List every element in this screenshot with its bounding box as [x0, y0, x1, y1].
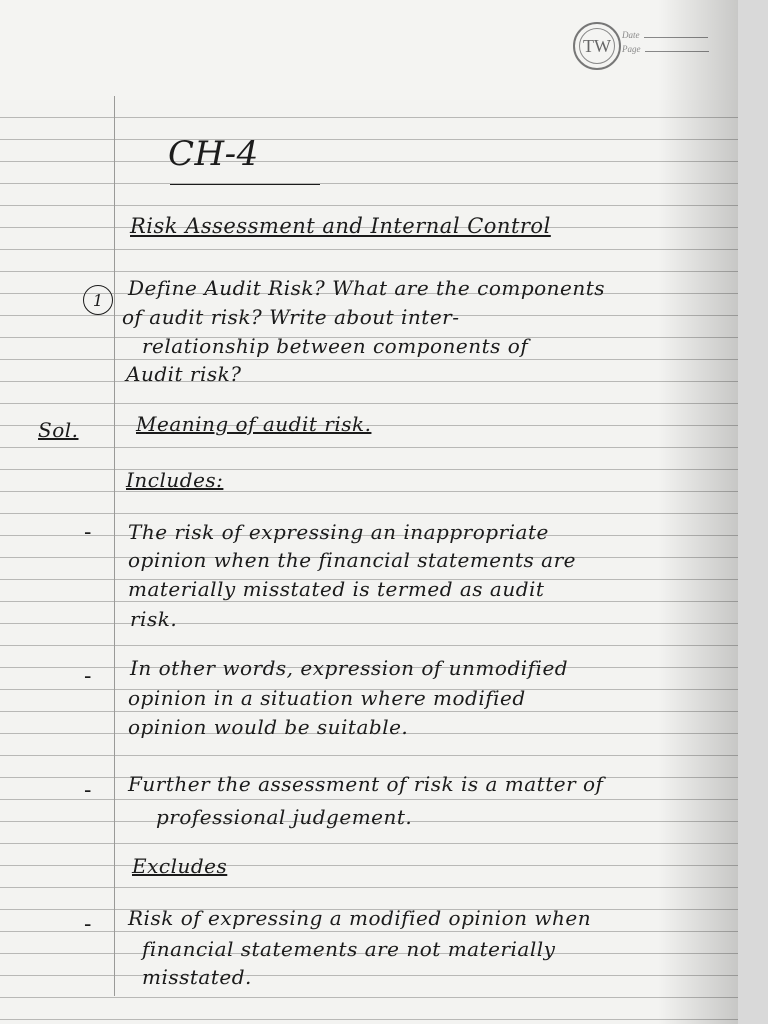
bullet-line: Further the assessment of risk is a matter of — [128, 772, 604, 796]
excludes-heading: Excludes — [132, 854, 228, 878]
chapter-title-underline — [170, 184, 320, 185]
margin-line — [114, 96, 115, 996]
sol-label: Sol. — [38, 418, 79, 442]
brand-logo: TW — [573, 22, 621, 70]
bullet-dash: - — [84, 778, 92, 803]
page-edge-shadow — [658, 0, 738, 1024]
bullet-line: Risk of expressing a modified opinion when — [128, 906, 592, 930]
bullet-line: In other words, expression of unmodified — [130, 656, 569, 680]
question-line: of audit risk? Write about inter- — [122, 305, 460, 329]
bullet-line: materially misstated is termed as audit — [128, 577, 545, 601]
topic-heading: Risk Assessment and Internal Control — [130, 214, 551, 238]
bullet-dash: - — [84, 664, 92, 689]
question-number: 1 — [83, 285, 113, 315]
bullet-line: opinion in a situation where modified — [128, 686, 526, 710]
bullet-line: opinion when the financial statements are — [128, 548, 576, 572]
date-label: Date — [622, 30, 640, 40]
bullet-dash: - — [84, 520, 92, 545]
bullet-line: opinion would be suitable. — [128, 715, 409, 739]
bullet-line: misstated. — [142, 965, 252, 989]
bullet-line: The risk of expressing an inappropriate — [128, 520, 549, 544]
question-line: Audit risk? — [126, 362, 242, 386]
question-line: Define Audit Risk? What are the components — [128, 276, 606, 300]
page-label: Page — [622, 44, 641, 54]
includes-heading: Includes: — [126, 468, 224, 492]
chapter-title: CH-4 — [168, 134, 259, 174]
bullet-dash: - — [84, 912, 92, 937]
meaning-heading: Meaning of audit risk. — [136, 412, 372, 436]
bullet-line: financial statements are not materially — [142, 937, 556, 961]
bullet-line: professional judgement. — [156, 805, 413, 829]
bullet-line: risk. — [130, 607, 178, 631]
question-line: relationship between components of — [142, 334, 529, 358]
